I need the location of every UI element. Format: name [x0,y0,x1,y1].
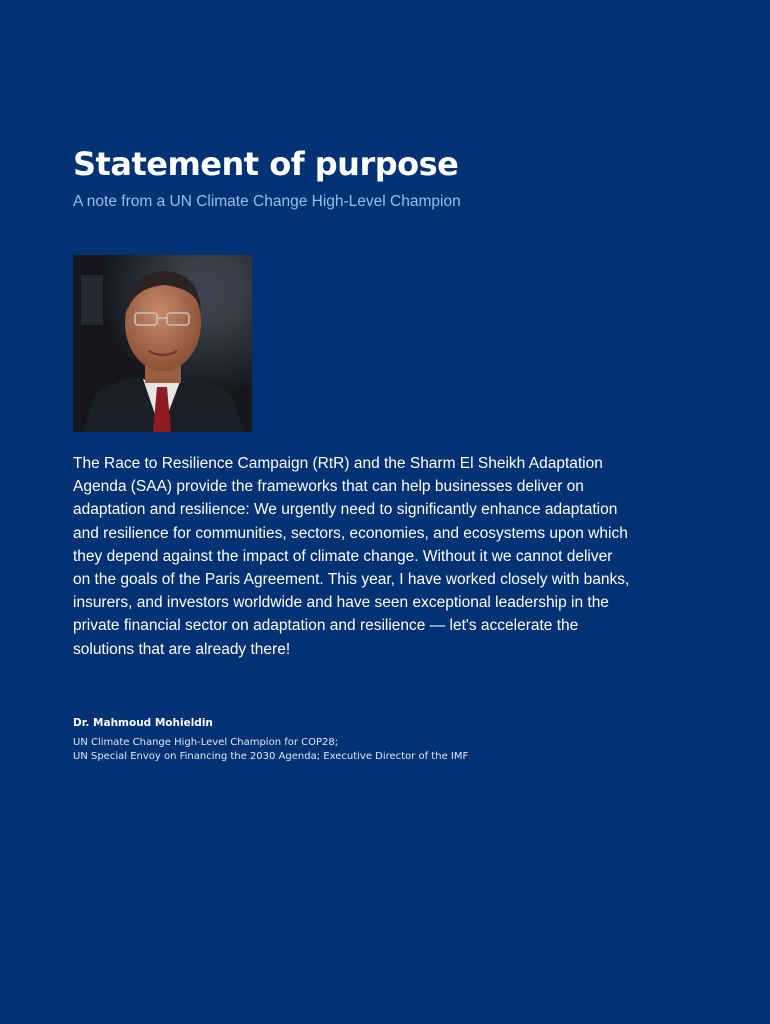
page-title: Statement of purpose [73,145,459,183]
statement-text: The Race to Resilience Campaign (RtR) and the Sharm El Sheikh Adaptation Agenda (SAA) provide the frameworks that can help businesses deliver on adaptation and resilience: We urgently need to significantly enhance adaptation and resilience for communities, sectors, economies, and ecosystems upon which they depend against the impact of climate change. Without it we cannot deliver on the goals of the Paris Agreement. This year, I have worked closely with banks, insurers, and investors worldwide and have seen exceptional leadership in the private financial sector on adaptation and resilience — let's accelerate the solutions that are already there! [73,455,630,658]
portrait-photo [73,255,252,432]
signatory-role-line-1: UN Climate Change High-Level Champion for COP28; [73,737,339,748]
signatory-name: Dr. Mahmoud Mohieldin [73,717,213,729]
page-subtitle: A note from a UN Climate Change High-Level Champion [73,193,461,210]
signatory-role-line-2: UN Special Envoy on Financing the 2030 Agenda; Executive Director of the IMF [73,751,469,762]
